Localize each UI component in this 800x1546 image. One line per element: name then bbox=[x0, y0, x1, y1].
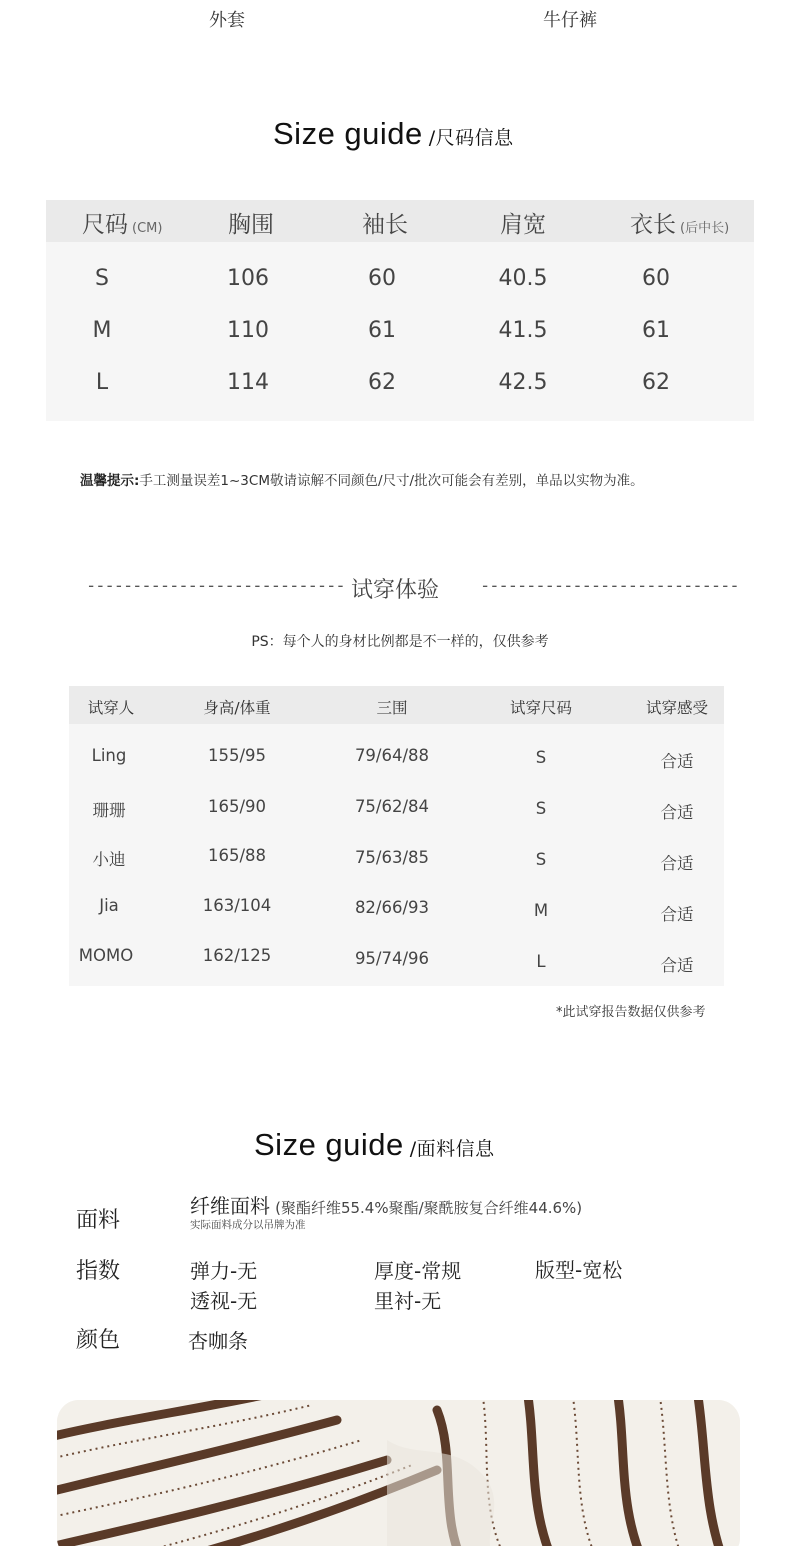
divider-left: ---------------------------- bbox=[86, 576, 345, 596]
header-length-label: 衣长 bbox=[630, 212, 676, 238]
wearer-cell: 珊珊 bbox=[92, 801, 126, 820]
measurements-cell: 95/74/96 bbox=[354, 949, 430, 968]
wearer-cell: Jia bbox=[99, 896, 119, 915]
index-fit: 版型-宽松 bbox=[535, 1258, 623, 1282]
category-label-jeans: 牛仔裤 bbox=[543, 10, 597, 31]
header-measurements: 三围 bbox=[376, 699, 408, 717]
measurements-cell: 75/63/85 bbox=[354, 848, 430, 867]
header-size bbox=[82, 206, 162, 239]
wearer-cell: 小迪 bbox=[92, 850, 126, 869]
index-thickness: 厚度-常规 bbox=[374, 1259, 462, 1283]
try-on-ps: PS：每个人的身材比例都是不一样的，仅供参考 bbox=[251, 634, 549, 650]
fabric-value: 纤维面料 bbox=[190, 1194, 270, 1218]
index-elasticity: 弹力-无 bbox=[190, 1259, 258, 1283]
height-weight-cell: 163/104 bbox=[202, 896, 272, 915]
feeling-cell: 合适 bbox=[660, 803, 694, 822]
feeling-cell: 合适 bbox=[660, 905, 694, 924]
shoulder-cell: 41.5 bbox=[498, 318, 548, 343]
header-height-weight: 身高/体重 bbox=[203, 699, 271, 717]
size-cell: S bbox=[95, 266, 109, 291]
divider-right: ---------------------------- bbox=[480, 576, 739, 596]
sleeve-cell: 61 bbox=[368, 318, 396, 343]
header-size-unit: (CM) bbox=[132, 221, 163, 236]
try-on-title: 试穿体验 bbox=[351, 578, 440, 603]
measurement-tip bbox=[80, 469, 644, 489]
shoulder-cell: 42.5 bbox=[498, 370, 548, 395]
chest-cell: 110 bbox=[227, 318, 269, 343]
feeling-cell: 合适 bbox=[660, 752, 694, 771]
feeling-cell: 合适 bbox=[660, 956, 694, 975]
tip-text: 手工测量误差1~3CM敬请谅解不同颜色/尺寸/批次可能会有差别，单品以实物为准。 bbox=[139, 473, 644, 489]
fabric-disclaimer: 实际面料成分以吊牌为准 bbox=[190, 1219, 306, 1231]
height-weight-cell: 165/88 bbox=[207, 846, 267, 865]
try-size-cell: S bbox=[535, 748, 547, 767]
try-size-cell: S bbox=[535, 850, 547, 869]
color-value: 杏咖条 bbox=[188, 1329, 248, 1353]
fabric-photo bbox=[57, 1400, 740, 1546]
length-cell: 62 bbox=[642, 370, 670, 395]
sleeve-cell: 60 bbox=[368, 266, 396, 291]
index-lining: 里衬-无 bbox=[374, 1289, 442, 1313]
header-try-size: 试穿尺码 bbox=[509, 699, 572, 717]
color-label: 颜色 bbox=[76, 1328, 121, 1353]
fabric-detail: (聚酯纤维55.4%聚酯/聚酰胺复合纤维44.6%) bbox=[275, 1199, 583, 1217]
try-size-cell: S bbox=[535, 799, 547, 818]
height-weight-cell: 162/125 bbox=[202, 946, 272, 965]
measurements-cell: 82/66/93 bbox=[354, 898, 430, 917]
header-shoulder: 肩宽 bbox=[500, 212, 546, 238]
height-weight-cell: 165/90 bbox=[207, 797, 267, 816]
fabric-guide-title-sub: /面料信息 bbox=[409, 1138, 495, 1160]
try-on-table bbox=[69, 686, 724, 986]
chest-cell: 106 bbox=[227, 266, 269, 291]
try-on-note: *此试穿报告数据仅供参考 bbox=[556, 1005, 706, 1020]
size-table bbox=[46, 200, 754, 421]
index-label: 指数 bbox=[76, 1259, 121, 1284]
size-guide-title-sub: /尺码信息 bbox=[428, 127, 514, 149]
try-size-cell: M bbox=[533, 901, 549, 920]
measurements-cell: 75/62/84 bbox=[354, 797, 430, 816]
try-size-cell: L bbox=[536, 952, 546, 971]
header-length-note: (后中长) bbox=[680, 221, 730, 236]
category-label-jacket: 外套 bbox=[209, 10, 245, 31]
size-cell: L bbox=[95, 370, 109, 395]
header-feeling: 试穿感受 bbox=[645, 699, 708, 717]
tip-label: 温馨提示: bbox=[80, 473, 140, 489]
fabric-line bbox=[190, 1190, 582, 1219]
fabric-label: 面料 bbox=[76, 1208, 121, 1233]
header-chest: 胸围 bbox=[228, 212, 274, 238]
length-cell: 61 bbox=[642, 318, 670, 343]
size-cell: M bbox=[92, 318, 112, 343]
measurements-cell: 79/64/88 bbox=[354, 746, 430, 765]
header-length bbox=[630, 206, 729, 239]
header-size-label: 尺码 bbox=[82, 212, 128, 238]
size-guide-title-main: Size guide bbox=[273, 116, 423, 151]
shoulder-cell: 40.5 bbox=[498, 266, 548, 291]
header-wearer: 试穿人 bbox=[87, 699, 135, 717]
feeling-cell: 合适 bbox=[660, 854, 694, 873]
wearer-cell: MOMO bbox=[78, 946, 134, 965]
length-cell: 60 bbox=[642, 266, 670, 291]
fabric-guide-title bbox=[254, 1127, 495, 1163]
index-transparency: 透视-无 bbox=[190, 1289, 258, 1313]
fabric-guide-title-main: Size guide bbox=[254, 1127, 404, 1162]
height-weight-cell: 155/95 bbox=[207, 746, 267, 765]
sleeve-cell: 62 bbox=[368, 370, 396, 395]
header-sleeve: 袖长 bbox=[362, 212, 408, 238]
size-guide-title bbox=[273, 116, 514, 152]
chest-cell: 114 bbox=[227, 370, 269, 395]
wearer-cell: Ling bbox=[91, 746, 127, 765]
striped-fabric-image bbox=[57, 1400, 740, 1546]
